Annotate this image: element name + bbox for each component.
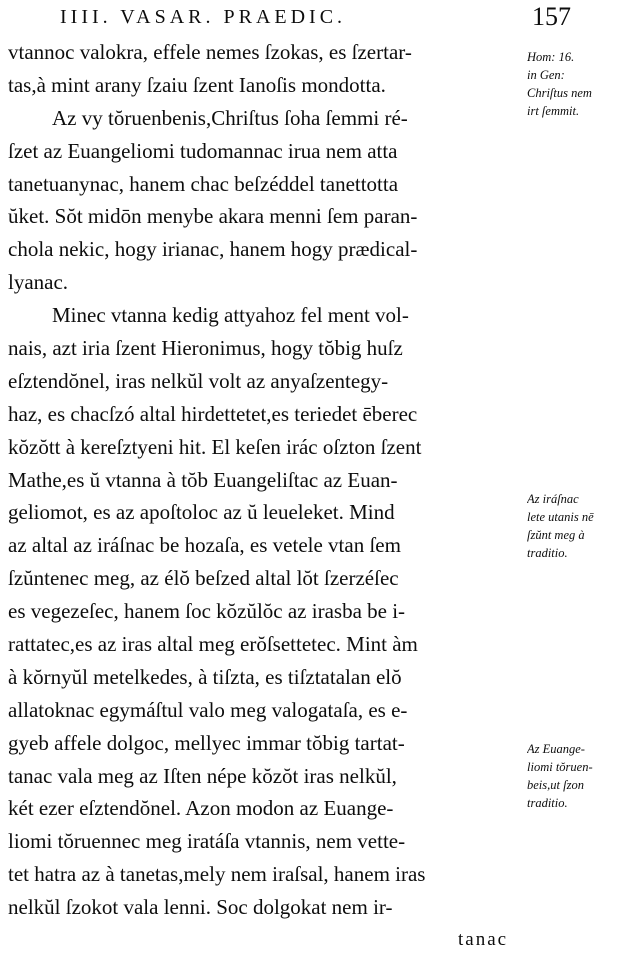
margin-note-line: lete utanis nē xyxy=(527,510,594,524)
text-line: az altal az iráſnac be hozaſa, es vetele vtan ſem xyxy=(8,533,401,558)
text-line: nelkŭl ſzokot vala lenni. Soc dolgokat nem ir- xyxy=(8,895,393,920)
margin-note-line: Az Euange- xyxy=(527,742,585,756)
body-text xyxy=(8,36,530,957)
margin-note-line: traditio. xyxy=(527,546,568,560)
margin-note-line: traditio. xyxy=(527,796,568,810)
text-line: tet hatra az à tanetas,mely nem iraſsal, hanem iras xyxy=(8,862,426,887)
page-number: 157 xyxy=(532,2,571,31)
text-line: à kŏrnyŭl metelkedes, à tiſzta, es tiſztatalan elŏ xyxy=(8,664,402,689)
text-line: gyeb affele dolgoc, mellyec immar tŏbig tartat- xyxy=(8,730,405,755)
running-head: IIII. VASAR. PRAEDIC. xyxy=(60,6,347,28)
text-line: nais, azt iria ſzent Hieronimus, hogy tŏbig huſz xyxy=(8,336,403,361)
margin-note-tradition xyxy=(527,490,631,562)
text-line: Minec vtanna kedig attyahoz fel ment vol- xyxy=(52,303,409,328)
text-line: rattatec,es az iras altal meg erŏſsettetec. Mint àm xyxy=(8,632,418,657)
text-line: kŏzŏtt à kereſztyeni hit. El keſen irác oſzton ſzent xyxy=(8,434,422,459)
text-line: Az vy tŏruenbenis,Chriſtus ſoha ſemmi ré- xyxy=(52,105,408,130)
text-line: tanac vala meg az Iſten népe kŏzŏt iras nelkŭl, xyxy=(8,763,397,788)
text-line: haz, es chacſzó altal hirdettetet,es teriedet ēberec xyxy=(8,401,418,426)
text-line: ŭket. Sŏt midōn menybe akara menni ſem paran- xyxy=(8,204,418,229)
margin-note-homily xyxy=(527,48,631,120)
margin-note-line: irt ſemmit. xyxy=(527,104,580,118)
margin-note-gospel xyxy=(527,740,631,812)
text-line: allatoknac egymáſtul valo meg valogataſa, es e- xyxy=(8,697,408,722)
margin-note-line: ſzŭnt meg à xyxy=(527,528,585,542)
text-line: Mathe,es ŭ vtanna à tŏb Euangeliſtac az Euan- xyxy=(8,467,398,492)
text-line: tanetuanynac, hanem chac beſzéddel tanettotta xyxy=(8,171,399,196)
margin-note-line: Chriſtus nem xyxy=(527,86,592,100)
text-line: tas,à mint arany ſzaiu ſzent Ianoſis mondotta. xyxy=(8,72,386,97)
margin-note-line: Hom: 16. xyxy=(527,50,575,64)
text-line: liomi tŏruennec meg iratáſa vtannis, nem vette- xyxy=(8,829,406,854)
text-line: eſztendŏnel, iras nelkŭl volt az anyaſzentegy- xyxy=(8,368,389,393)
text-line: ſzŭntenec meg, az élŏ beſzed altal lŏt ſzerzéſec xyxy=(8,566,399,591)
text-line: két ezer eſztendŏnel. Azon modon az Euange- xyxy=(8,796,394,821)
text-line: ſzet az Euangeliomi tudomannac irua nem atta xyxy=(8,138,398,163)
margin-note-line: in Gen: xyxy=(527,68,565,82)
text-line: es vegezeſec, hanem ſoc kŏzŭlŏc az irasba be i- xyxy=(8,599,406,624)
text-line: chola nekic, hogy irianac, hanem hogy prædical- xyxy=(8,237,418,262)
margin-note-line: liomi tŏruen- xyxy=(527,760,593,774)
catchword: tanac xyxy=(458,929,509,951)
text-line: lyanac. xyxy=(8,270,69,295)
margin-note-line: beis,ut ſzon xyxy=(527,778,584,792)
margin-note-line: Az iráſnac xyxy=(527,492,579,506)
text-line: vtannoc valokra, effele nemes ſzokas, es ſzertar- xyxy=(8,40,412,64)
text-line: geliomot, es az apoſtoloc az ŭ leueleket. Mind xyxy=(8,500,395,525)
